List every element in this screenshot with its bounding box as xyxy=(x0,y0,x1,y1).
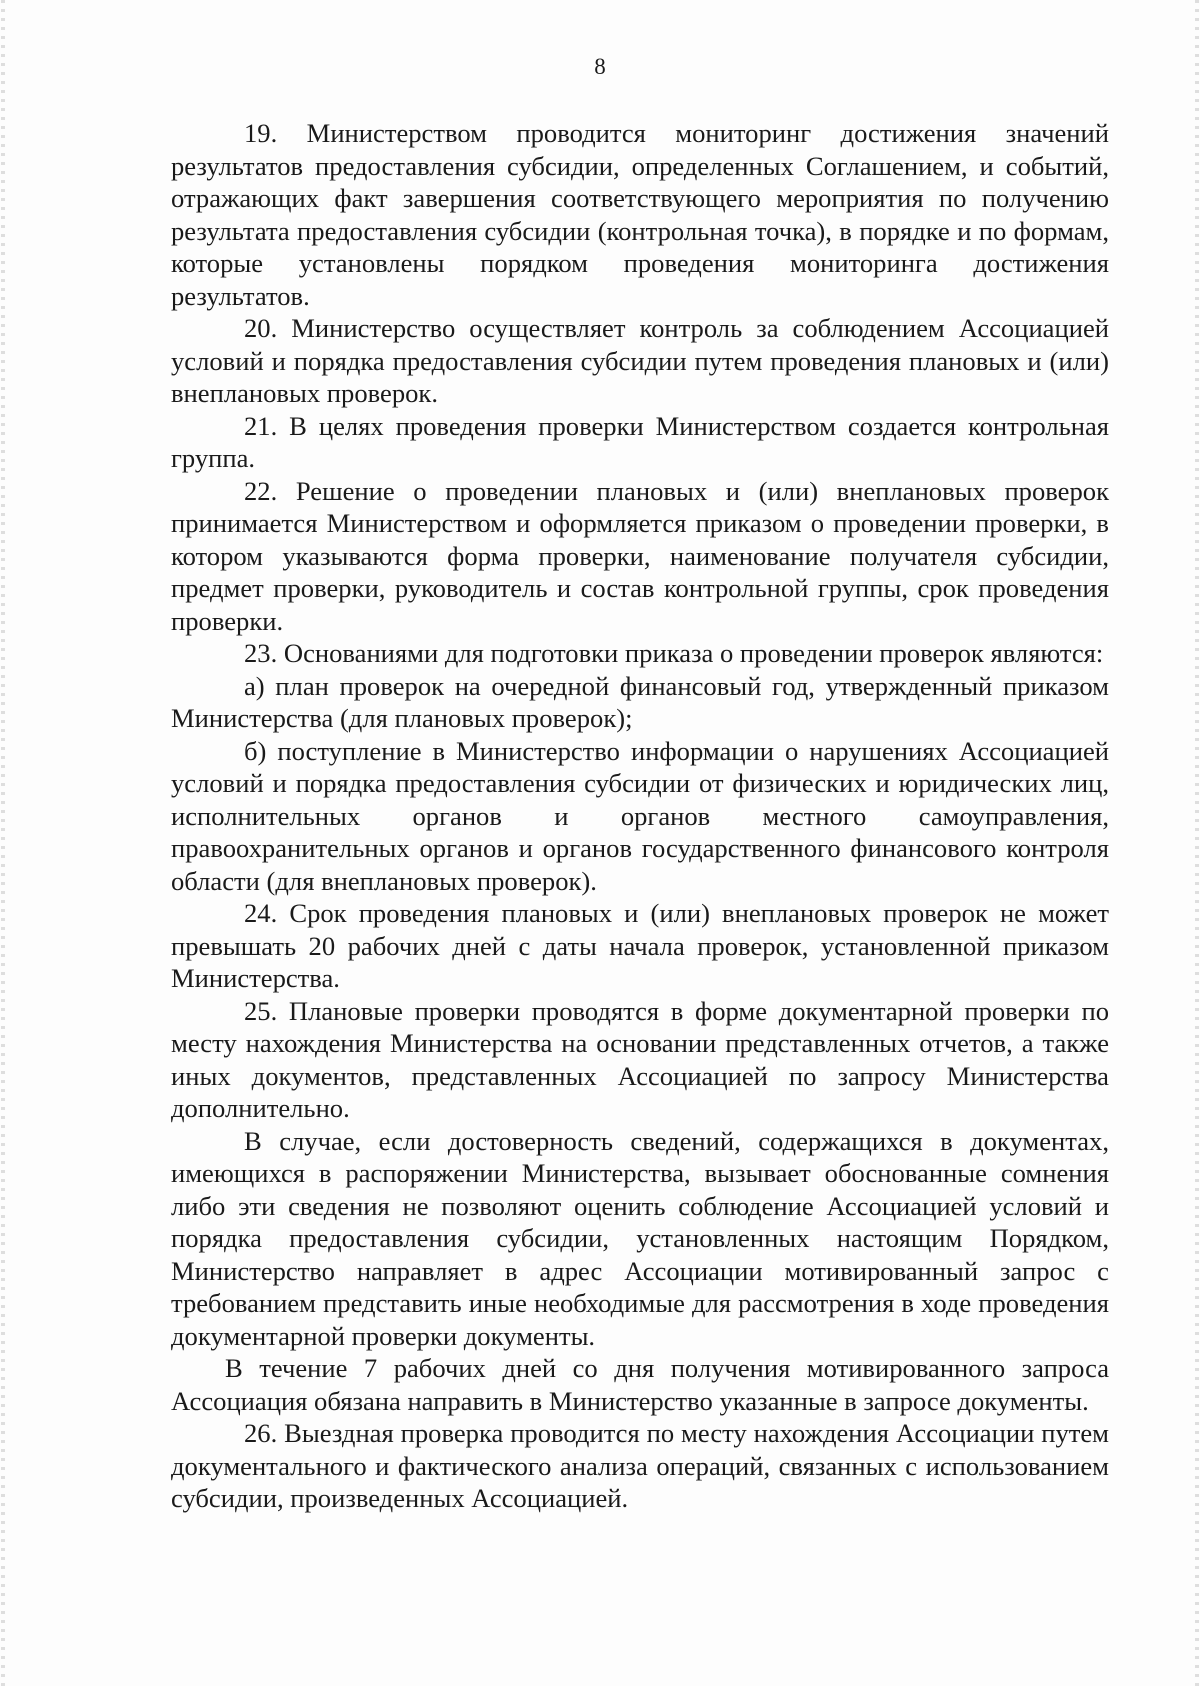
paragraph-24: 24. Срок проведения плановых и (или) внеплановых проверок не может превышать 20 рабочих дней с даты начала проверок, установленной приказом Министерства. xyxy=(171,898,1109,993)
scan-edge-left xyxy=(1,0,5,1686)
paragraph-25-deadline: В течение 7 рабочих дней со дня получения мотивированного запроса Ассоциация обязана направить в Министерство указанные в запросе документы. xyxy=(171,1353,1109,1416)
paragraph-19: 19. Министерством проводится мониторинг достижения значений результатов предоставления субсидии, определенных Соглашением, и событий, отражающих факт завершения соответствующего мероприятия по получению результата предоставления субсидии (контрольная точка), в порядке и по формам, которые установлены порядком проведения мониторинга достижения результатов. xyxy=(171,118,1109,311)
scan-edge-right xyxy=(1195,0,1199,1686)
document-body xyxy=(171,117,1109,1515)
paragraph-25: 25. Плановые проверки проводятся в форме документарной проверки по месту нахождения Министерства на основании представленных отчетов, а также иных документов, представленных Ассоциацией по запросу Министерства дополнительно. xyxy=(171,995,1109,1123)
paragraph-23: 23. Основаниями для подготовки приказа о проведении проверок являются: xyxy=(244,638,1104,668)
paragraph-25-doubt: В случае, если достоверность сведений, содержащихся в документах, имеющихся в распоряжении Министерства, вызывает обоснованные сомнения либо эти сведения не позволяют оценить соблюдение Ассоциацией условий и порядка предоставления субсидии, установленных настоящим Порядком, Министерство направляет в адрес Ассоциации мотивированный запрос с требованием представить иные необходимые для рассмотрения в ходе проведения документарной проверки документы. xyxy=(171,1125,1109,1351)
paragraph-26: 26. Выездная проверка проводится по месту нахождения Ассоциации путем документального и фактического анализа операций, связанных с использованием субсидии, произведенных Ассоциацией. xyxy=(171,1418,1109,1513)
paragraph-22: 22. Решение о проведении плановых и (или) внеплановых проверок принимается Министерством и оформляется приказом о проведении проверки, в котором указываются форма проверки, наименование получателя субсидии, предмет проверки, руководитель и состав контрольной группы, срок проведения проверки. xyxy=(171,475,1109,636)
paragraph-23-b: б) поступление в Министерство информации о нарушениях Ассоциацией условий и порядка предоставления субсидии от физических и юридических лиц, исполнительных органов и органов местного самоуправления, правоохранительных органов и органов государственного финансового контроля области (для внеплановых проверок). xyxy=(171,735,1109,896)
paragraph-20: 20. Министерство осуществляет контроль за соблюдением Ассоциацией условий и порядка предоставления субсидии путем проведения плановых и (или) внеплановых проверок. xyxy=(171,313,1109,408)
page-number: 8 xyxy=(594,54,606,79)
paragraph-21: 21. В целях проведения проверки Министерством создается контрольная группа. xyxy=(171,410,1109,473)
paragraph-23-a: а) план проверок на очередной финансовый год, утвержденный приказом Министерства (для плановых проверок); xyxy=(171,670,1109,733)
